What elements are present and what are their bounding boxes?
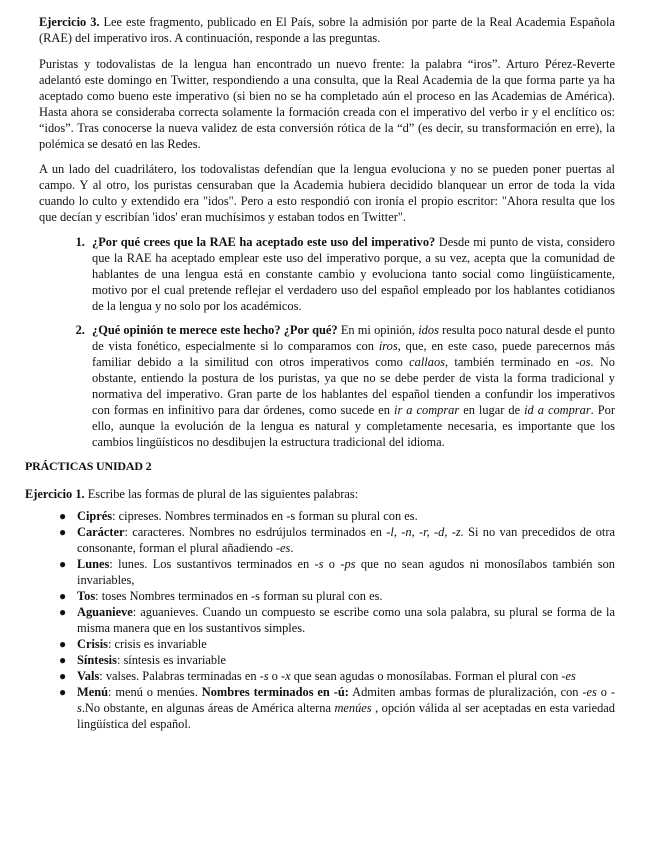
bullet-icon: ●: [59, 653, 67, 667]
exercise-3-intro: Ejercicio 3. Lee este fragmento, publicado en El País, sobre la admisión por parte de la Real Academia Española (RAE) del imperativo iros. A continuación, responde a las preguntas.: [39, 15, 615, 45]
section-title: PRÁCTICAS UNIDAD 2: [25, 459, 152, 473]
excerpt-paragraph-1: Puristas y todovalistas de la lengua han encontrado un nuevo frente: la palabra “iros”. Arturo Pérez-Reverte adelantó este domingo en Twitter, respondiendo a una consulta, que la Real Academia de la que forma parte ya ha aceptado como bueno este imperativo (si bien no se ha completado aún el proceso en las Academias de América). Hasta ahora se consideraba correcta solamente la formación creada con el imperativo del verbo ir y el enclítico os: “idos”. Tras conocerse la nueva validez de esta conversión rótica de la “d” (es decir, su transformación en erre), la polémica se desató en las Redes.: [39, 57, 615, 151]
list-item: ● Ciprés: cipreses. Nombres terminados en -s forman su plural con es.: [59, 509, 418, 523]
list-item: ● Síntesis: síntesis es invariable: [59, 653, 227, 667]
exercise-3-label: Ejercicio 3.: [39, 15, 100, 29]
plural-list: [39, 508, 615, 732]
list-item: ● Carácter: caracteres. Nombres no esdrújulos terminados en -l, -n, -r, -d, -z. Si no van precedidos de otra consonante, forman el plural añadiendo -es.: [59, 525, 615, 555]
list-item: ● Vals: valses. Palabras terminadas en -s o -x que sean agudas o monosílabas. Forman el plural con -es: [59, 669, 576, 683]
bullet-icon: ●: [59, 637, 67, 651]
exercise-1-intro: Ejercicio 1. Escribe las formas de plural de las siguientes palabras:: [25, 487, 359, 501]
question-list: [39, 234, 615, 450]
exercise-1-label: Ejercicio 1.: [25, 487, 85, 501]
bullet-icon: ●: [59, 669, 67, 683]
bullet-icon: ●: [59, 685, 67, 699]
bullet-icon: ●: [59, 589, 67, 603]
bullet-icon: ●: [59, 509, 67, 523]
list-item: ● Menú: menú o menúes. Nombres terminados en -ú: Admiten ambas formas de pluralización, con -es o -s.No obstante, en algunas áreas de América alterna menúes , opción válida al ser aceptadas en esta variedad lingüística del español.: [59, 685, 616, 731]
excerpt-paragraph-2: A un lado del cuadrilátero, los todovalistas defendían que la lengua evoluciona y no se pueden poner puertas al campo. Y al otro, los puristas censuraban que la Academia hubiera decidido blanquear un error de toda la vida cuando lo culto y extendido era "idos". Pero a esto respondió con ironía el propio escritor: "Ahora resulta que los que decían y escribían 'idos' eran muchísimos y estaban todos en Twitter".: [39, 162, 615, 224]
bullet-icon: ●: [59, 605, 67, 619]
bullet-icon: ●: [59, 525, 67, 539]
question-1-answer: Desde mi punto de vista, considero que la RAE ha aceptado emplear este uso del imperativo porque, a su vez, acepta que la comunidad de hablantes de una lengua está en constante cambio y evoluciona tanto social como lingüísticamente, motivo por el cual pretende reflejar el verdadero uso del español empleado por los hablantes cotidianos de la lengua y no solo por los académicos.: [92, 235, 615, 313]
list-item: ● Lunes: lunes. Los sustantivos terminados en -s o -ps que no sean agudos ni monosílabos también son invariables,: [59, 557, 616, 587]
question-2-text: ¿Qué opinión te merece este hecho? ¿Por qué?: [92, 323, 338, 337]
list-item: ● Aguanieve: aguanieves. Cuando un compuesto se escribe como una sola palabra, su plural se forma de la misma manera que en los sustantivos simples.: [59, 605, 615, 635]
question-2: 2. ¿Qué opinión te merece este hecho? ¿Por qué? En mi opinión, idos resulta poco natural desde el punto de vista fonético, especialmente si lo comparamos con iros, que, en este caso, puede parecernos más familiar debido a la similitud con otros imperativos como callaos, también terminado en -os. No obstante, entiendo la postura de los puristas, ya que no se debe perder de vista la forma tradicional y normativa del imperativo. Gran parte de los hablantes del español tienden a confundir los imperativos con formas en infinitivo para dar órdenes, como sucede en ir a comprar en lugar de id a comprar. Por ello, aunque la evolución de la lengua es natural y completamente necesaria, es importante que los cambios lingüísticos no desdibujen la estructura tradicional del idioma.: [88, 322, 615, 450]
question-1-text: ¿Por qué crees que la RAE ha aceptado este uso del imperativo?: [92, 235, 436, 249]
list-item: ● Tos: toses Nombres terminados en -s forman su plural con es.: [59, 589, 383, 603]
bullet-icon: ●: [59, 557, 67, 571]
list-item: ● Crisis: crisis es invariable: [59, 637, 207, 651]
question-1: [88, 234, 615, 314]
